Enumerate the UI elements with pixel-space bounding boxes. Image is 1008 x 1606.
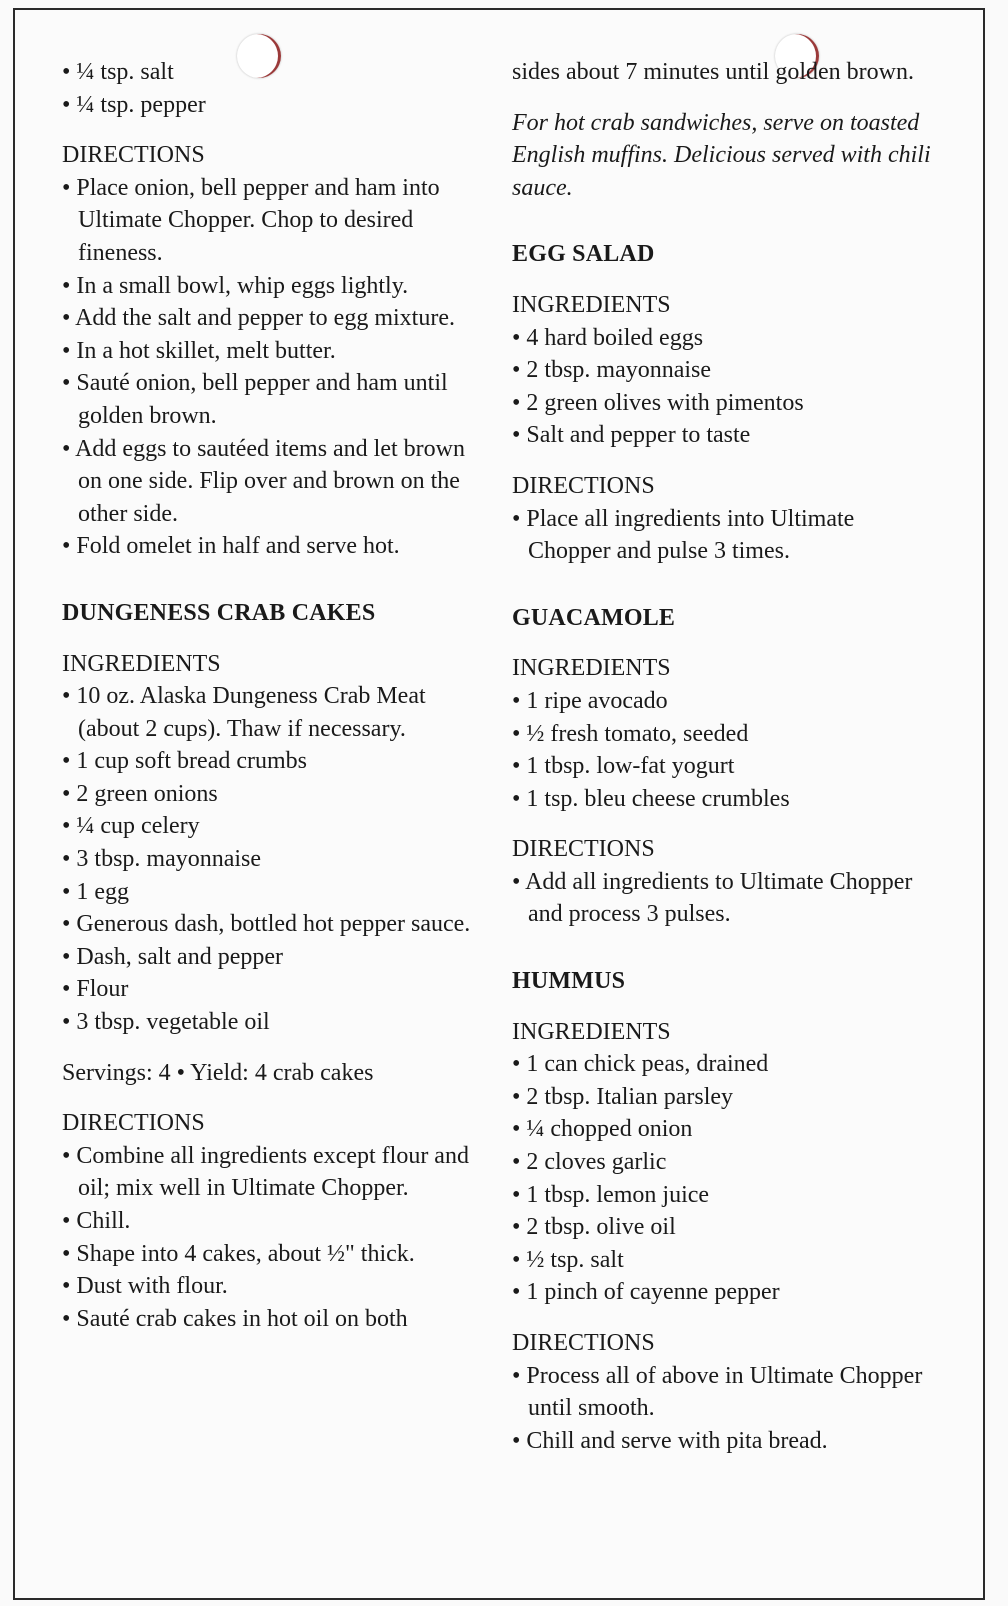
ingredient-item: • 1 can chick peas, drained <box>512 1051 769 1078</box>
ingredient-item: • Dash, salt and pepper <box>62 943 284 970</box>
ingredient-item: • ¼ tsp. salt <box>62 59 174 85</box>
ingredient-item: • Salt and pepper to taste <box>512 422 751 449</box>
directions-label: DIRECTIONS <box>512 472 655 499</box>
direction-step: • Add the salt and pepper to egg mixture. <box>62 305 455 332</box>
ingredient-item: • 2 green olives with pimentos <box>512 389 804 416</box>
direction-step: • In a hot skillet, melt butter. <box>62 337 336 364</box>
ingredient-item: • 1 egg <box>62 878 130 905</box>
direction-step: • Sauté crab cakes in hot oil on both <box>62 1305 408 1332</box>
recipe-title: EGG SALAD <box>512 241 655 268</box>
direction-step: • Add all ingredients to Ultimate Chopper and process 3 pulses. <box>512 868 913 928</box>
ingredients-label: INGREDIENTS <box>512 1018 671 1045</box>
ingredient-item: • ¼ cup celery <box>62 813 200 840</box>
ingredient-item: • 4 hard boiled eggs <box>512 324 704 351</box>
ingredient-item: • 10 oz. Alaska Dungeness Crab Meat (about 2 cups). Thaw if necessary. <box>62 683 426 742</box>
servings-yield: Servings: 4 • Yield: 4 crab cakes <box>62 1059 374 1086</box>
recipe-page <box>13 8 985 1600</box>
direction-step: • Place onion, bell pepper and ham into Ultimate Chopper. Chop to desired fineness. <box>62 174 440 266</box>
direction-step: • Place all ingredients into Ultimate Chopper and pulse 3 times. <box>512 505 855 565</box>
directions-label: DIRECTIONS <box>62 1110 205 1137</box>
ingredient-item: • 1 tbsp. lemon juice <box>512 1181 710 1208</box>
recipe-title: GUACAMOLE <box>512 604 676 631</box>
ingredient-item: • 1 ripe avocado <box>512 687 668 714</box>
ingredients-label: INGREDIENTS <box>512 655 671 682</box>
ingredient-item: • 2 tbsp. Italian parsley <box>512 1083 734 1110</box>
ingredient-item: • ¼ tsp. pepper <box>62 91 206 118</box>
ingredient-item: • 2 cloves garlic <box>512 1149 667 1176</box>
recipe-title: HUMMUS <box>512 968 626 995</box>
direction-step: • Add eggs to sautéed items and let brown on one side. Flip over and brown on the other side. <box>62 435 465 527</box>
ingredient-item: • 1 tbsp. low-fat yogurt <box>512 753 735 780</box>
direction-continued: sides about 7 minutes until golden brown. <box>512 59 914 85</box>
direction-step: • Chill. <box>62 1208 131 1234</box>
ingredient-item: • 2 tbsp. mayonnaise <box>512 357 712 384</box>
ingredient-item: • 3 tbsp. mayonnaise <box>62 846 262 873</box>
direction-step: • Combine all ingredients except flour and oil; mix well in Ultimate Chopper. <box>62 1142 469 1202</box>
ingredient-item: • Generous dash, bottled hot pepper sauce. <box>62 911 471 938</box>
ingredient-item: • ½ tsp. salt <box>512 1246 624 1273</box>
ingredient-item: • 3 tbsp. vegetable oil <box>62 1009 270 1036</box>
serving-note: For hot crab sandwiches, serve on toasted English muffins. Delicious served with chili sauce. <box>512 109 931 201</box>
ingredient-item: • Flour <box>62 976 129 1003</box>
ingredients-label: INGREDIENTS <box>62 650 221 677</box>
direction-step: • Chill and serve with pita bread. <box>512 1427 828 1454</box>
recipe-title: DUNGENESS CRAB CAKES <box>62 599 376 626</box>
left-column <box>62 56 482 1335</box>
ingredient-item: • ¼ chopped onion <box>512 1116 693 1143</box>
ingredient-item: • 2 green onions <box>62 780 218 807</box>
direction-step: • Sauté onion, bell pepper and ham until golden brown. <box>62 370 448 429</box>
ingredient-item: • 1 cup soft bread crumbs <box>62 748 308 775</box>
direction-step: • Process all of above in Ultimate Chopper until smooth. <box>512 1362 923 1422</box>
ingredient-item: • 1 pinch of cayenne pepper <box>512 1279 780 1306</box>
direction-step: • Fold omelet in half and serve hot. <box>62 533 400 560</box>
directions-label: DIRECTIONS <box>62 142 205 169</box>
direction-step: • Shape into 4 cakes, about ½" thick. <box>62 1240 415 1267</box>
ingredient-item: • ½ fresh tomato, seeded <box>512 720 749 747</box>
directions-label: DIRECTIONS <box>512 1330 655 1356</box>
ingredient-item: • 2 tbsp. olive oil <box>512 1214 676 1241</box>
ingredients-label: INGREDIENTS <box>512 291 671 318</box>
right-column <box>512 56 942 1457</box>
directions-label: DIRECTIONS <box>512 836 655 863</box>
direction-step: • In a small bowl, whip eggs lightly. <box>62 272 409 299</box>
ingredient-item: • 1 tsp. bleu cheese crumbles <box>512 785 790 812</box>
direction-step: • Dust with flour. <box>62 1273 228 1300</box>
